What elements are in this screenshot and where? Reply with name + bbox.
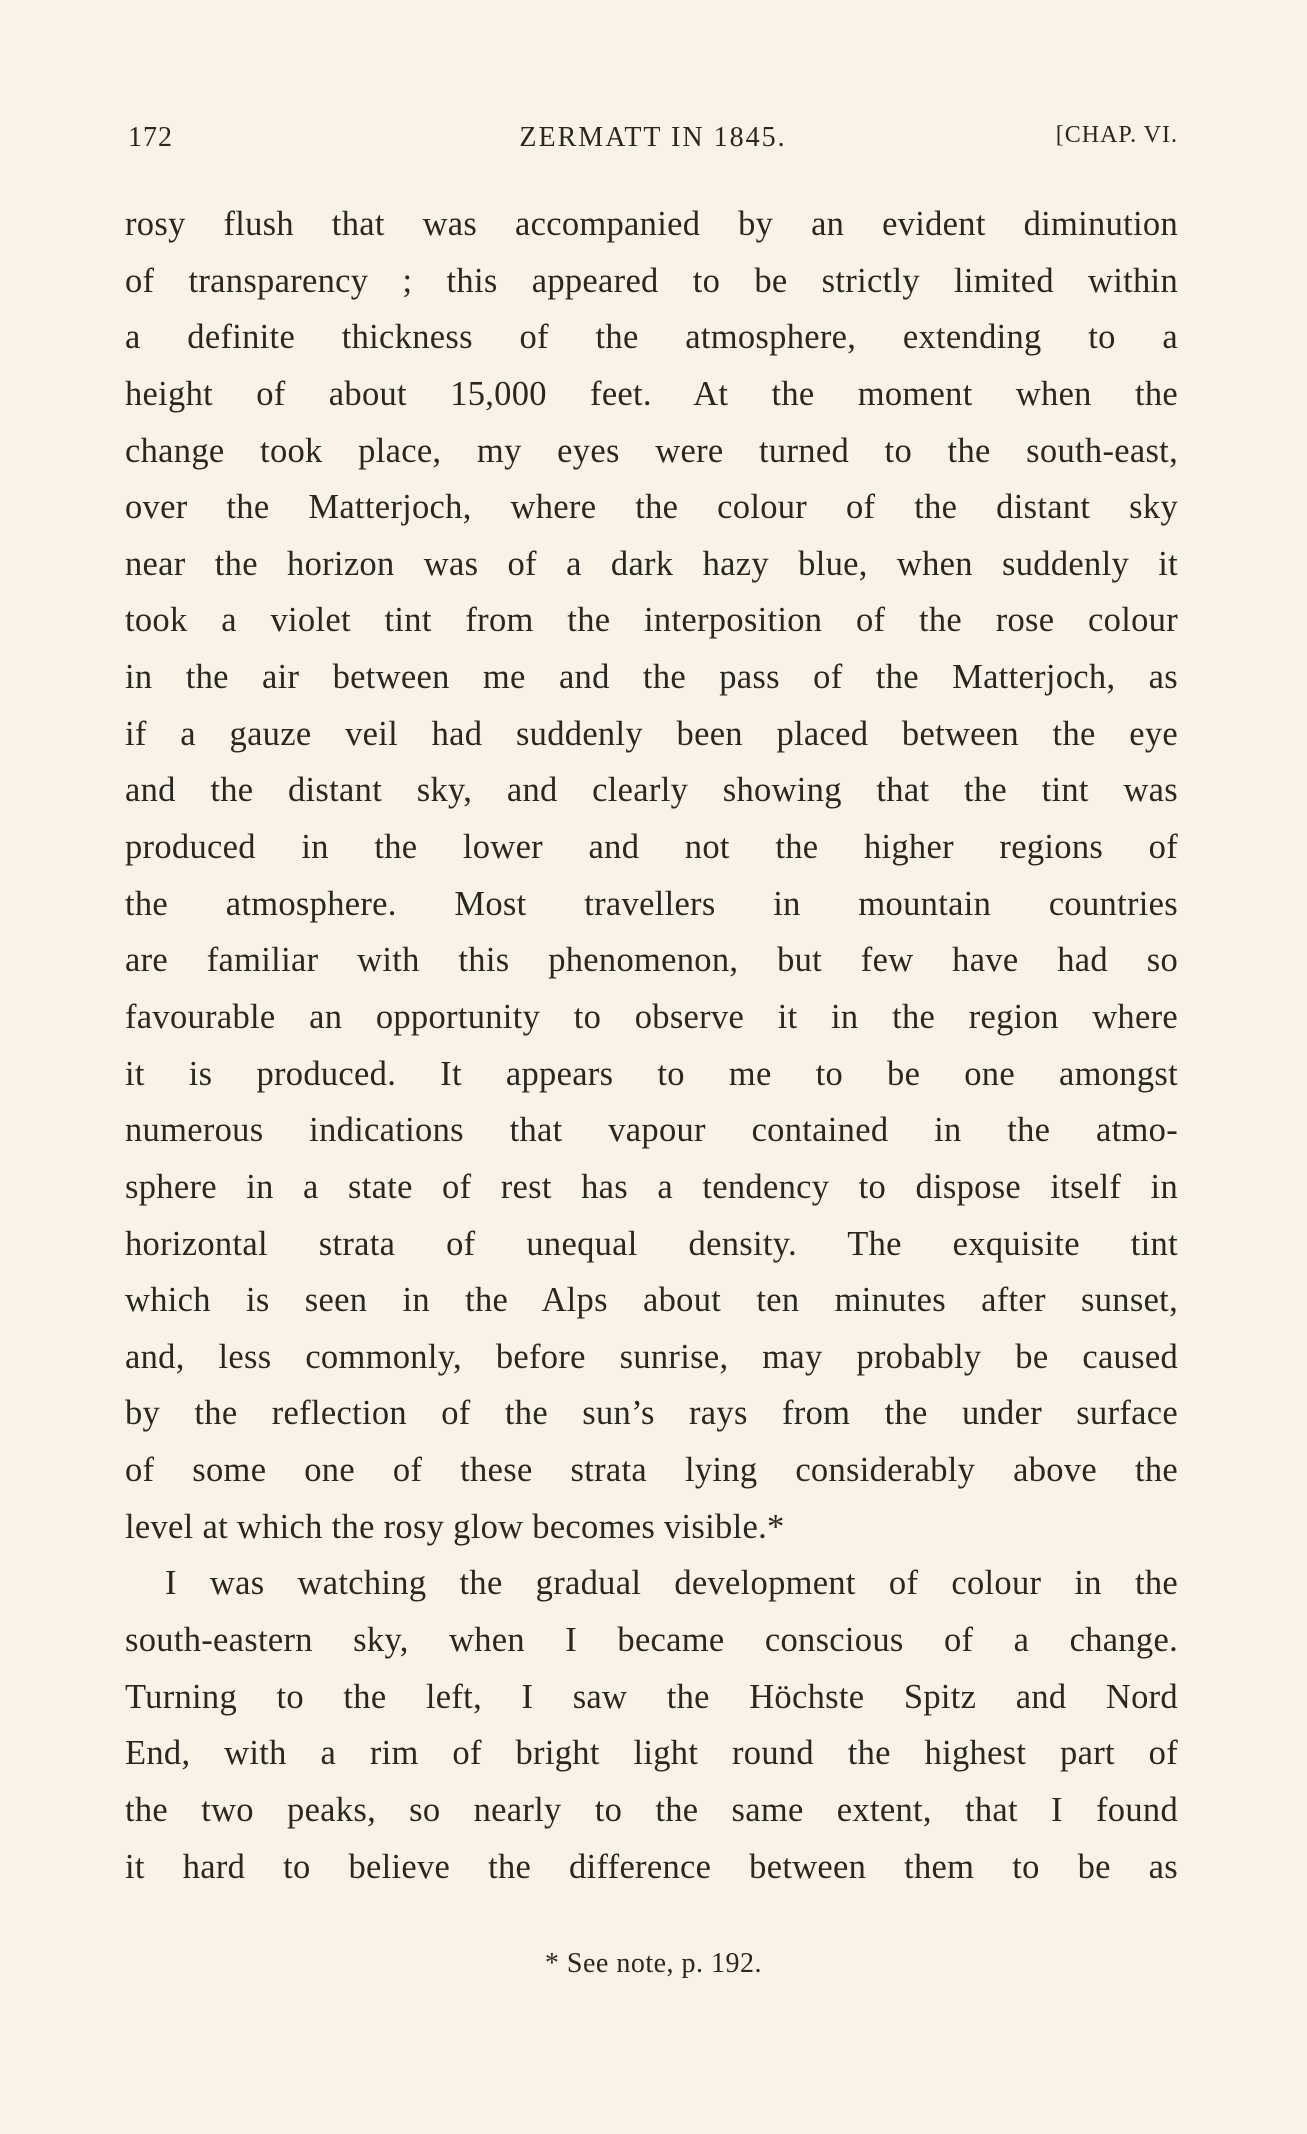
text-line: which is seen in the Alps about ten minutes after sunset, bbox=[125, 1281, 1178, 1320]
text-line: over the Matterjoch, where the colour of the distant sky bbox=[125, 488, 1178, 527]
text-line: Turning to the left, I saw the Höchste Spitz and Nord bbox=[125, 1677, 1178, 1716]
text-line: numerous indications that vapour contained in the atmo- bbox=[125, 1111, 1178, 1150]
text-line: End, with a rim of bright light round the highest part of bbox=[125, 1734, 1178, 1773]
text-line: if a gauze veil had suddenly been placed between the eye bbox=[125, 714, 1178, 753]
text-line: south-eastern sky, when I became conscious of a change. bbox=[125, 1621, 1178, 1660]
text-line: the two peaks, so nearly to the same extent, that I found bbox=[125, 1790, 1178, 1829]
text-line: change took place, my eyes were turned to the south-east, bbox=[125, 431, 1178, 470]
text-line: favourable an opportunity to observe it in the region where bbox=[125, 997, 1178, 1036]
text-line: level at which the rosy glow becomes visible.* bbox=[125, 1507, 785, 1546]
text-line: it is produced. It appears to me to be one amongst bbox=[125, 1054, 1178, 1093]
text-line: of transparency ; this appeared to be strictly limited within bbox=[125, 261, 1178, 300]
text-line: rosy flush that was accompanied by an evident diminution bbox=[125, 205, 1178, 243]
text-line: sphere in a state of rest has a tendency to dispose itself in bbox=[125, 1167, 1178, 1206]
text-line: near the horizon was of a dark hazy blue, when suddenly it bbox=[125, 544, 1178, 583]
footnote: * See note, p. 192. bbox=[544, 1948, 763, 1979]
text-line: a definite thickness of the atmosphere, extending to a bbox=[125, 318, 1178, 357]
text-line: in the air between me and the pass of the Matterjoch, as bbox=[125, 658, 1178, 697]
running-title: ZERMATT IN 1845. bbox=[519, 122, 787, 153]
text-line: by the reflection of the sun’s rays from the under surface bbox=[125, 1394, 1178, 1433]
text-line: I was watching the gradual development of colour in the bbox=[165, 1564, 1178, 1603]
page-number: 172 bbox=[128, 122, 173, 153]
running-head bbox=[128, 122, 1178, 162]
text-line: of some one of these strata lying considerably above the bbox=[125, 1451, 1178, 1490]
text-line: horizontal strata of unequal density. The exquisite tint bbox=[125, 1224, 1178, 1263]
text-line: height of about 15,000 feet. At the moment when the bbox=[125, 374, 1178, 413]
body-text bbox=[125, 196, 1178, 1895]
text-line: and, less commonly, before sunrise, may probably be caused bbox=[125, 1337, 1178, 1376]
text-line: took a violet tint from the interposition of the rose colour bbox=[125, 601, 1178, 640]
text-line: are familiar with this phenomenon, but few have had so bbox=[125, 941, 1178, 980]
text-line: the atmosphere. Most travellers in mountain countries bbox=[125, 884, 1178, 923]
chapter-label: [CHAP. VI. bbox=[1055, 122, 1178, 148]
text-line: it hard to believe the difference between them to be as bbox=[125, 1847, 1178, 1886]
text-line: produced in the lower and not the higher regions of bbox=[125, 828, 1178, 867]
text-line: and the distant sky, and clearly showing that the tint was bbox=[125, 771, 1178, 810]
